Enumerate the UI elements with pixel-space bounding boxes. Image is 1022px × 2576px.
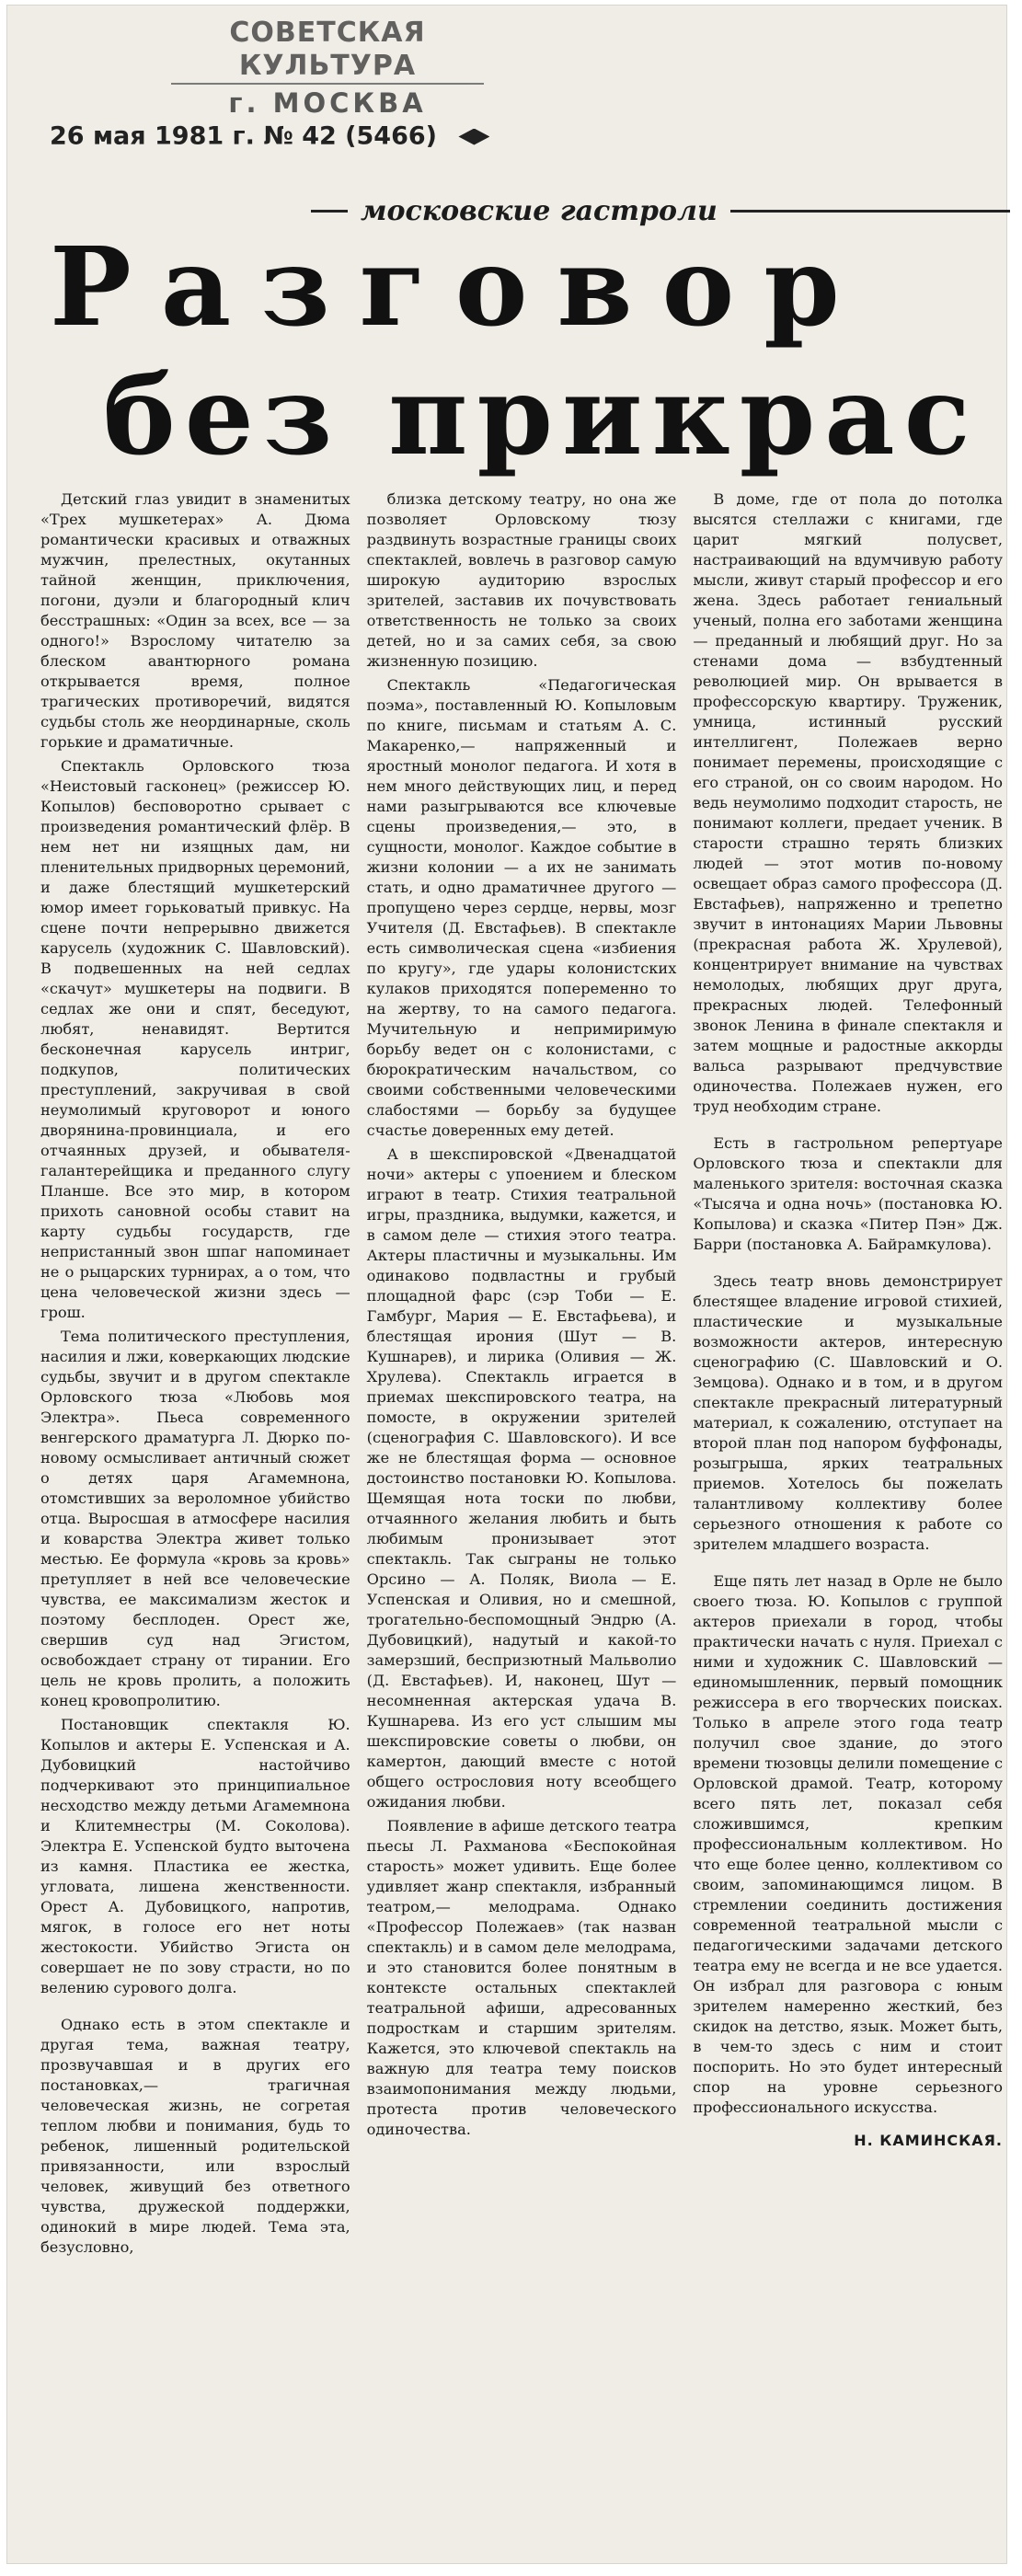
article-body (40, 489, 1003, 2261)
article-column-3 (693, 489, 1003, 2261)
paragraph: Однако есть в этом спектакле и другая тема, важная театру, прозвучавшая и в других его постановках,— трагичная человеческая жизнь, не согретая теплом любви и понимания, будь то ребенок, лишенный родительской привязанности, или взрослый человек, живущий без ответного чувства, дружеской поддержки, одинокий в мире людей. Тема эта, безусловно, (40, 2016, 350, 2256)
paragraph: Спектакль «Педагогическая поэма», поставленный Ю. Копыловым по книге, письмам и статьям А. С. Макаренко,— напряженный и яростный монолог педагога. И хотя в нем много действующих лиц, и перед нами разыгрываются все ключевые сцены произведения,— это, в сущности, монолог. Каждое событие в жизни колонии — а их не занимать стать, и одно драматичнее другого — пропущено через сердце, нервы, мозг Учителя (Д. Евстафьев). В спектакле есть символическая сцена «избиения по кругу», где удары колонистских кулаков приходятся попеременно то на жертву, то на самого педагога. Мучительную и непримиримую борьбу ведет он с колонистами, с бюрократическим начальством, со своими собственными человеческими слабостями — борьбу за будущее счастье доверенных ему детей. (366, 676, 677, 1139)
paragraph: А в шекспировской «Двенадцатой ночи» актеры с упоением и блеском играют в театр. Стихия театральной игры, праздника, выдумки, кажется, и в самом деле — стихия этого театра. Актеры пластичны и музыкальны. Им одинаково подвластны и грубый площадной фарс (сэр Тоби — Е. Гамбург, Мария — Е. Евстафьева), и блестящая ирония (Шут — В. Кушнарев), и лирика (Оливия — Ж. Хрулева). Спектакль играется в приемах шекспировского театра, на помосте, в окружении зрителей (сценография С. Шавловского). И все же не блестящая форма — основное достоинство постановки Ю. Копылова. Щемящая нота тоски по любви, отчаянного желания любить и быть любимым пронизывает этот спектакль. Так сыграны не только Орсино — А. Поляк, Виола — Е. Успенская и Оливия, но и смешной, трогательно-беспомощный Эндрю (А. Дубовицкий), надутый и какой-то замерзший, беспризютный Мальволио (Д. Евстафьев). И, наконец, Шут — несомненная актерская удача В. Кушнарева. Из его уст слышим мы шекспировские советы о любви, он камертон, дающий вместе с нотой общего остроcловия ноту всеобщего ожидания любви. (366, 1145, 677, 1811)
diamond-ornament-icon (458, 129, 489, 145)
newspaper-name: СОВЕТСКАЯ КУЛЬТУРА (171, 17, 484, 85)
article-column-2 (367, 489, 677, 2261)
issue-number: № 42 (5466) (263, 121, 438, 151)
headline-line-2: без прикрас (103, 351, 980, 479)
paragraph: Есть в гастрольном репертуаре Орловского тюза и спектакли для маленького зрителя: восточная сказка «Тысяча и одна ночь» (постановка Ю. Копылова) и сказка «Питер Пэн» Дж. Барри (постановка А. Байрамкулова). (693, 1134, 1004, 1253)
issue-line (50, 116, 528, 156)
newspaper-clipping (7, 6, 1006, 2563)
article-column-1 (40, 489, 350, 2261)
newspaper-city: г. МОСКВА (228, 87, 427, 119)
paragraph: Детский глаз увидит в знаменитых «Трех мушкетерах» А. Дюма романтически красивых и отважных мужчин, прелестных, окутанных тайной женщин, приключения, погони, дуэли и благородный клич бесстрашных: «Один за всех, все — за одного!» Взрослому читателю за блеском авантюрного романа открывается время, полное трагических противоречий, видятся судьбы столь же неординарные, сколь горькие и драматичные. (40, 490, 350, 751)
masthead-stamp (171, 17, 484, 121)
issue-date: 26 мая 1981 г. (50, 121, 255, 151)
headline (44, 223, 1001, 480)
rubric-rule-left (311, 210, 348, 213)
paragraph: Здесь театр вновь демонстрирует блестящее владение игровой стихией, пластические и музыкальные возможности актеров, интересную сценографию (С. Шавловский и О. Земцова). Однако и в том, и в другом спектакле прекрасный литературный материал, к сожалению, отступает на второй план под напором буффонады, розыгрыша, ярких театральных приемов. Хотелось бы пожелать талантливому коллективу более серьезного отношения к работе со зрителем младшего возраста. (693, 1272, 1004, 1553)
rubric-label: московские гастроли (361, 194, 718, 227)
paragraph: В доме, где от пола до потолка высятся стеллажи с книгами, где царит мягкий полусвет, настраивающий на вдумчивую работу мысли, живут старый профессор и его жена. Здесь работает гениальный ученый, полна его заботами женщина — преданный и любящий друг. Но за стенами дома — взбудтенный революцией мир. Он врывается в профессорскую квартиру. Труженик, умница, истинный русский интеллигент, Полежаев верно понимает перемены, происходящие с его страной, он со своим народом. Но ведь неумолимо подходит старость, не понимают коллеги, предает ученик. В старости страшно терять близких людей — этот мотив по-новому освещает образ самого профессора (Д. Евстафьев), напряженно и трепетно звучит в интонациях Марии Львовны (прекрасная работа Ж. Хрулевой), концентрирует внимание на чувствах немолодых, любящих друг друга, прекрасных людей. Телефонный звонок Ленина в финале спектакля и затем мощные и радостные аккорды вальса разрывают предчувствие одиночества. Полежаев нужен, его труд необходим стране. (693, 490, 1004, 1115)
headline-line-1: Разговор (50, 223, 869, 351)
paragraph: Появление в афише детского театра пьесы Л. Рахманова «Беспокойная старость» может удивить. Еще более удивляет жанр спектакля, избранный театром,— мелодрама. Однако «Профессор Полежаев» (так назван спектакль) и в самом деле мелодрама, и это становится более понятным в контексте остальных спектаклей театральной афиши, адресованных подросткам и старшим зрителям. Кажется, это ключевой спектакль на важную для театра тему поисков взаимопонимания между людьми, протеста против человеческого одиночества. (366, 1817, 677, 2138)
paragraph: Еще пять лет назад в Орле не было своего тюза. Ю. Копылов с группой актеров приехали в город, чтобы практически начать с нуля. Приехал с ними и художник С. Шавловский — единомышленник, первый помощник режиссера в его творческих поисках. Только в апреле этого года театр получил свое здание, до этого времени тюзовцы делили помещение с Орловской драмой. Театр, которому всего пять лет, показал себя сложившимся, крепким профессиональным коллективом. Но что еще более ценно, коллективом со своим, запоминающимся лицом. В стремлении соединить достижения современной театральной мысли с педагогическими задачами детского театра ему не всегда и не все удается. Он избрал для разговора с юным зрителем намеренно жесткий, без скидок на детство, язык. Может быть, в чем-то здесь с ним и стоит поспорить. Но это будет интересный спор на уровне серьезного профессионального искусства. (693, 1572, 1004, 2116)
paragraph: Тема политического преступления, насилия и лжи, коверкающих людские судьбы, звучит и в другом спектакле Орловского тюза «Любовь моя Электра». Пьеса современного венгерского драматурга Л. Дюрко по-новому осмысливает античный сюжет о детях царя Агамемнона, отомстивших за вероломное убийство отца. Выросшая в атмосфере насилия и коварства Электра живет только местью. Ее формула «кровь за кровь» претупляет в ней все человеческие чувства, ее максимализм жесток и поэтому бесплоден. Орест же, свершив суд над Эгистом, освобождает страну от тирании. Его цель не кровь пролить, а положить конец кровопролитию. (40, 1328, 350, 1709)
paragraph: близка детскому театру, но она же позволяет Орловскому тюзу раздвинуть возрастные границы своих спектаклей, вовлечь в разговор самую широкую аудиторию взрослых зрителей, заставив их почувствовать ответственность не только за своих детей, но и за самих себя, за свою жизненную позицию. (366, 490, 677, 670)
paragraph: Спектакль Орловского тюза «Неистовый гасконец» (режиссер Ю. Копылов) бесповоротно срывает с произведения романтический флёр. В нем нет ни изящных дам, ни пленительных придворных церемоний, и даже блестящий мушкетерский юмор имеет горьковатый привкус. На сцене почти непрерывно движется карусель (художник С. Шавловский). В подвешенных на ней седлах «скачут» мушкетеры на подвиги. В седлах же они и спят, беседуют, любят, ненавидят. Вертится бесконечная карусель интриг, подкупов, политических преступлений, закручивая в свой неумолимый круговорот и юного дворянина-провинциала, и его отчаянных друзей, и обывателя-галантерейщика и преданного слугу Планше. Все это мир, в котором прихоть сановной особы ставит на карту судьбы государств, где непристанный звон шпаг напоминает не о рыцарских турнирах, а о том, что цена человеческой жизни здесь — грош. (40, 757, 350, 1321)
paragraph: Постановщик спектакля Ю. Копылов и актеры Е. Успенская и А. Дубовицкий настойчиво подчеркивают это принципиальное несходство между детьми Агамемнона и Клитемнестры (М. Соколова). Электра Е. Успенской будто выточена из камня. Пластика ее жестка, угловата, лишена женственности. Орест А. Дубовицкого, напротив, мягок, в голосе его нет ноты жестокости. Убийство Эгиста он совершает не по зову страсти, но по велению сурового долга. (40, 1716, 350, 1996)
rubric-rule-right (730, 210, 1010, 213)
author-signature: Н. КАМИНСКАЯ. (854, 2132, 1004, 2149)
